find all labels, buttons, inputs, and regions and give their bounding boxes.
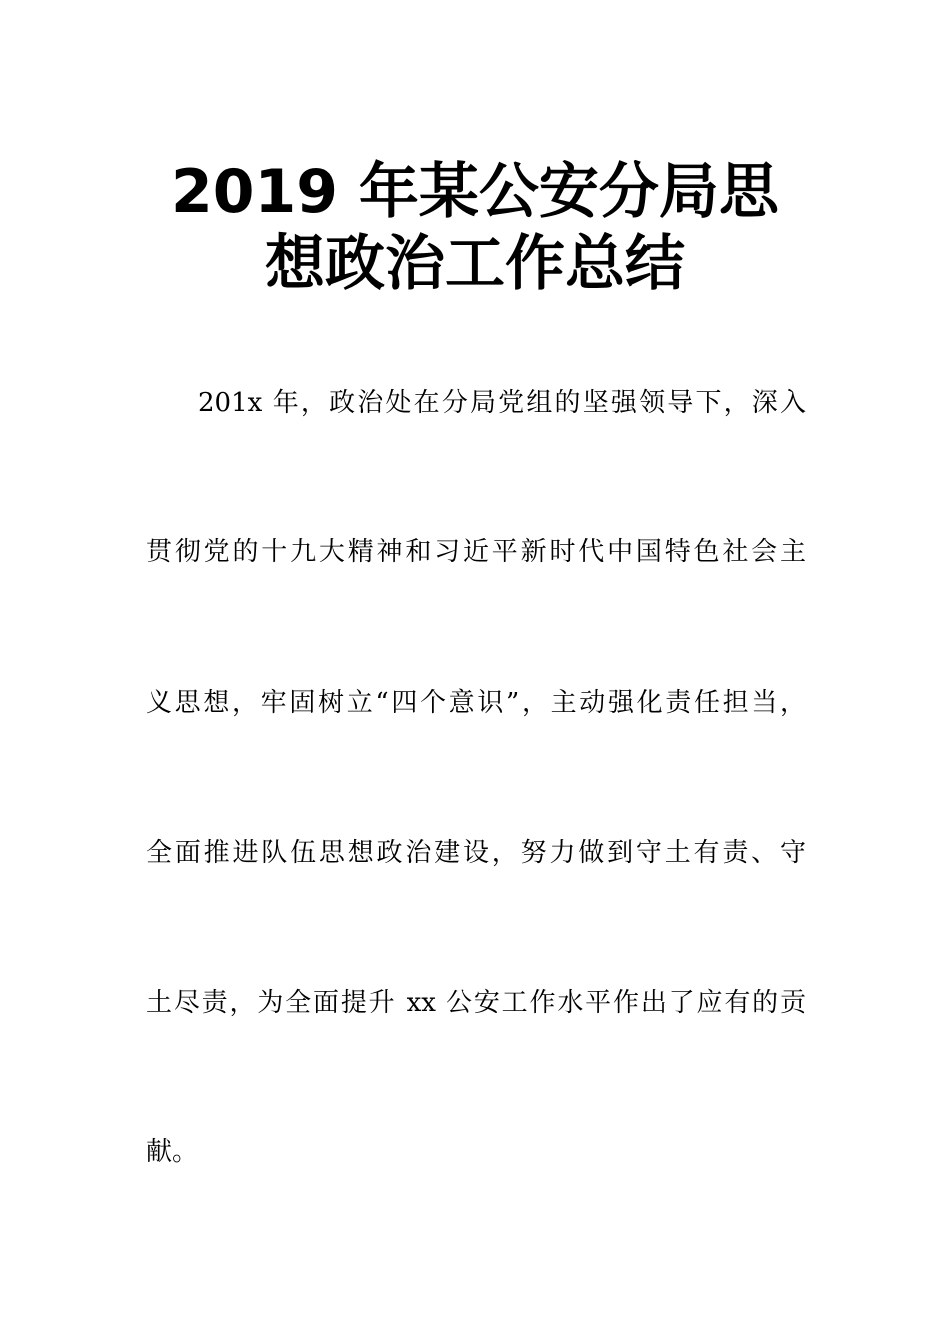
body-text-line-1: 201x 年，政治处在分局党组的坚强领导下，深入: [198, 388, 806, 418]
document-title-line-2: 想政治工作总结: [265, 229, 685, 299]
body-text-line-6: 献。: [146, 1137, 199, 1167]
document-title-line-1: 2019 年某公安分局思: [171, 157, 779, 227]
body-text-line-3: 义思想，牢固树立“四个意识”，主动强化责任担当，: [146, 688, 806, 718]
body-text-line-4: 全面推进队伍思想政治建设，努力做到守土有责、守: [146, 838, 806, 868]
body-text-line-2: 贯彻党的十九大精神和习近平新时代中国特色社会主: [146, 537, 806, 567]
body-text-line-5: 土尽责，为全面提升 xx 公安工作水平作出了应有的贡: [146, 988, 806, 1018]
